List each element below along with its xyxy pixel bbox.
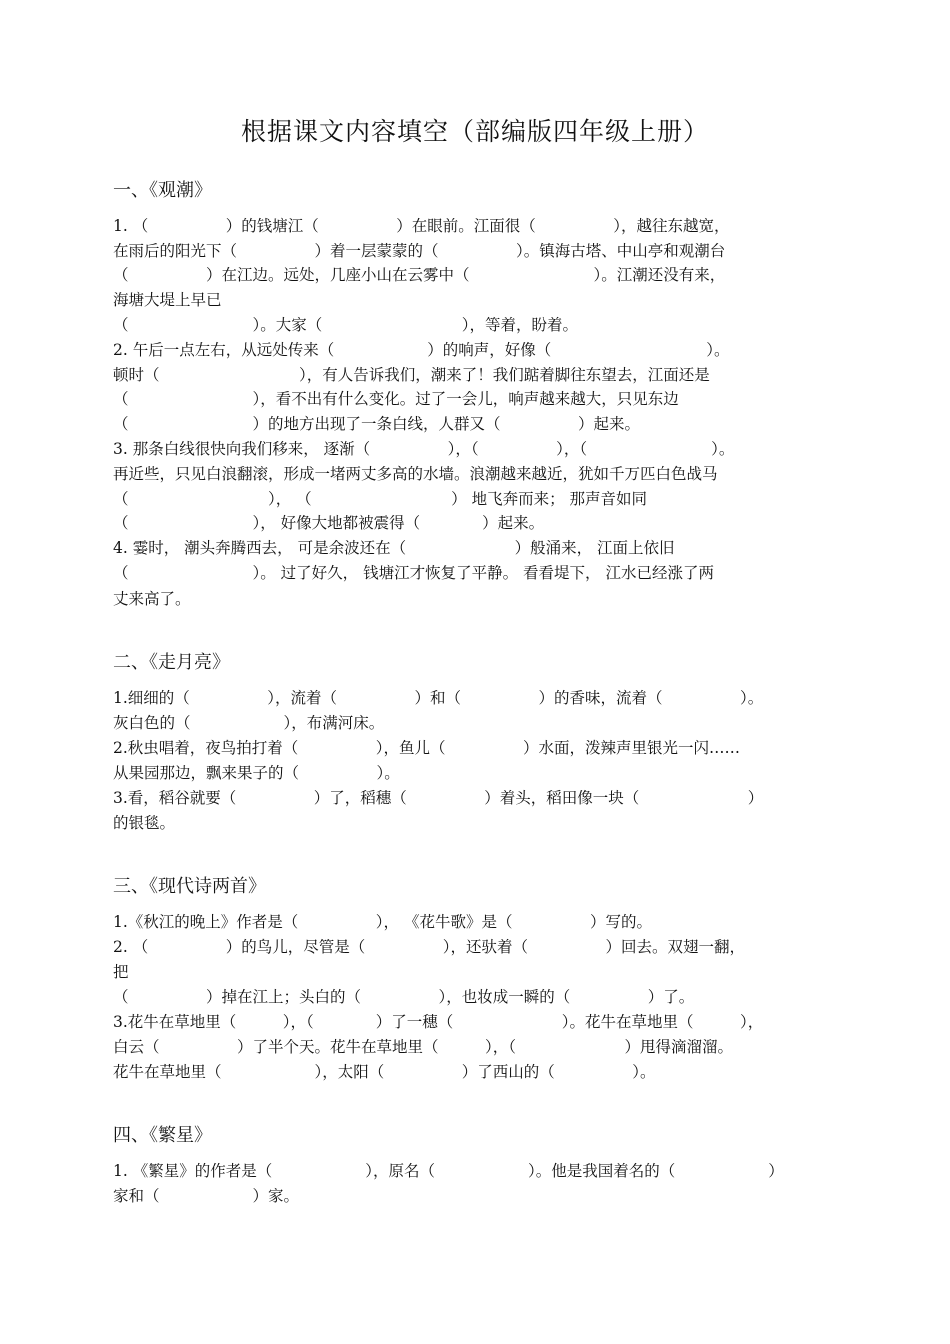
section-heading: 三、《现代诗两首》 <box>113 876 266 897</box>
text-line: 灰白色的（ ），布满河床。 <box>113 714 385 732</box>
text-line: 1.细细的（ ），流着（ ）和（ ）的香味，流着（ ）。 <box>113 689 764 707</box>
text-line: 再近些，只见白浪翻滚，形成一堵两丈多高的水墙。浪潮越来越近，犹如千万匹白色战马 <box>113 465 718 483</box>
text-line: 1. （ ）的钱塘江（ ）在眼前。江面很（ ），越往东越宽， <box>113 217 730 235</box>
text-line: 2.秋虫唱着，夜鸟拍打着（ ），鱼儿（ ）水面，泼辣声里银光一闪…… <box>113 739 741 757</box>
text-line: 2. 午后一点左右，从远处传来（ ）的响声，好像（ ）。 <box>113 341 730 359</box>
text-line: （ ），看不出有什么变化。过了一会儿，响声越来越大，只见东边 <box>113 390 679 408</box>
text-line: （ ）， （ ） 地飞奔而来； 那声音如同 <box>113 490 648 508</box>
text-line: 丈来高了。 <box>113 590 191 608</box>
text-line: 3.花牛在草地里（ ），（ ）了一穗（ ）。花牛在草地里（ ）， <box>113 1013 764 1031</box>
text-line: 3. 那条白线很快向我们移来， 逐渐（ ），（ ），（ ）。 <box>113 440 735 458</box>
section-heading: 四、《繁星》 <box>113 1125 212 1146</box>
text-line: 在雨后的阳光下（ ）着一层蒙蒙的（ ）。镇海古塔、中山亭和观潮台 <box>113 242 726 260</box>
text-line: 1. 《繁星》的作者是（ ），原名（ ）。他是我国着名的（ ） <box>113 1162 784 1180</box>
text-line: （ ）在江边。远处，几座小山在云雾中（ ）。江潮还没有来， <box>113 266 726 284</box>
text-line: 顿时（ ），有人告诉我们，潮来了！我们踮着脚往东望去，江面还是 <box>113 366 710 384</box>
text-line: 1.《秋江的晚上》作者是（ ）， 《花牛歌》是（ ）写的。 <box>113 913 652 931</box>
text-line: （ ）的地方出现了一条白线，人群又（ ）起来。 <box>113 415 641 433</box>
text-line: 家和（ ）家。 <box>113 1187 300 1205</box>
text-line: （ ）。大家（ ），等着，盼着。 <box>113 316 579 334</box>
text-line: 花牛在草地里（ ），太阳（ ）了西山的（ ）。 <box>113 1063 656 1081</box>
text-line: （ ）， 好像大地都被震得（ ）起来。 <box>113 514 545 532</box>
text-line: 2. （ ）的鸟儿，尽管是（ ），还驮着（ ）回去。双翅一翻， <box>113 938 745 956</box>
text-line: 白云（ ）了半个天。花牛在草地里（ ），（ ）甩得滴溜溜。 <box>113 1038 734 1056</box>
text-line: 的银毯。 <box>113 814 176 832</box>
section-heading: 二、《走月亮》 <box>113 652 230 673</box>
section-heading: 一、《观潮》 <box>113 180 212 201</box>
text-line: 海塘大堤上早已 <box>113 291 222 309</box>
page-title: 根据课文内容填空（部编版四年级上册） <box>240 117 709 146</box>
text-line: 4. 霎时， 潮头奔腾西去， 可是余波还在（ ）般涌来， 江面上依旧 <box>113 539 675 557</box>
text-line: 从果园那边，飘来果子的（ ）。 <box>113 764 400 782</box>
text-line: 把 <box>113 963 129 981</box>
text-line: 3.看，稻谷就要（ ）了，稻穗（ ）着头，稻田像一块（ ） <box>113 789 764 807</box>
text-line: （ ）掉在江上；头白的（ ），也妆成一瞬的（ ）了。 <box>113 988 695 1006</box>
text-line: （ ）。 过了好久， 钱塘江才恢复了平静。 看看堤下， 江水已经涨了两 <box>113 564 714 582</box>
